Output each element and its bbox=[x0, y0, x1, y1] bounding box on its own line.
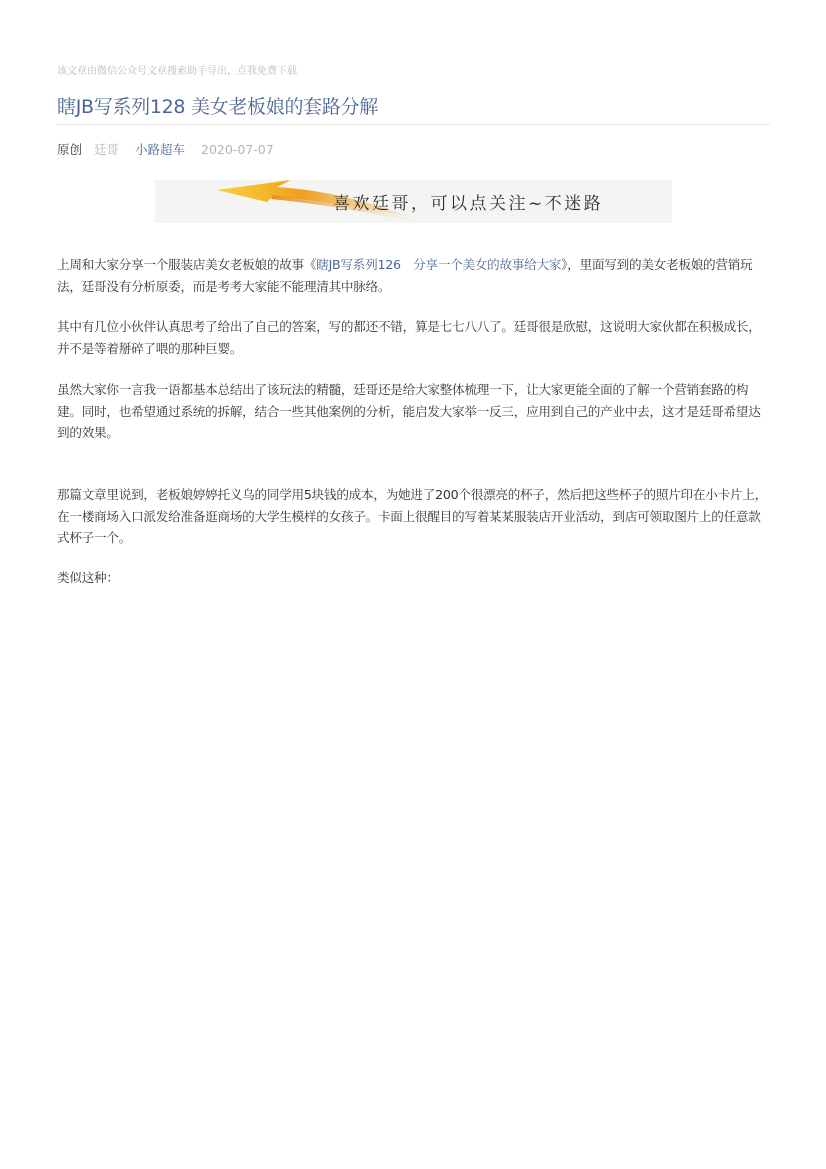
paragraph-1-start: 上周和大家分享一个服装店美女老板娘的故事《 bbox=[57, 257, 317, 272]
author-name: 廷哥 bbox=[94, 142, 120, 157]
paragraph-2: 其中有几位小伙伴认真思考了给出了自己的答案，写的都还不错，算是七七八八了。廷哥很是欣慰，这说明大家伙都在积极成长，并不是等着掰碎了喂的那种巨婴。 bbox=[57, 319, 761, 356]
article-title: 瞎JB写系列128 美女老板娘的套路分解 bbox=[57, 96, 378, 118]
publish-date: 2020-07-07 bbox=[201, 142, 274, 157]
paragraph-4: 那篇文章里说到，老板娘婷婷托义乌的同学用5块钱的成本，为她进了200个很漂亮的杯子，然后把这些杯子的照片印在小卡片上，在一楼商场入口派发给准备逛商场的大学生模样的女孩子。卡面上很醒目的写着某某服装店开业活动，到店可领取图片上的任意款式杯子一个。 bbox=[57, 487, 767, 545]
account-name-link[interactable]: 小路超车 bbox=[135, 142, 186, 157]
series-126-link[interactable]: 瞎JB写系列126 分享一个美女的故事给大家 bbox=[316, 257, 562, 272]
paragraph-5: 类似这种： bbox=[57, 570, 119, 585]
article-meta bbox=[57, 140, 274, 158]
export-notice-link[interactable]: 该文章由微信公众号文章搜索助手导出，点我免费下载 bbox=[57, 66, 297, 77]
paragraph-1 bbox=[57, 254, 770, 297]
banner-caption: 喜欢廷哥，可以点关注~不迷路 bbox=[333, 194, 604, 214]
original-label: 原创 bbox=[57, 142, 83, 157]
paragraph-3: 虽然大家你一言我一语都基本总结出了该玩法的精髓，廷哥还是给大家整体梳理一下，让大家更能全面的了解一个营销套路的构建。同时，也希望通过系统的拆解，结合一些其他案例的分析，能启发大家举一反三，应用到自己的产业中去，这才是廷哥希望达到的效果。 bbox=[57, 382, 761, 440]
follow-banner bbox=[155, 180, 672, 223]
title-divider bbox=[57, 124, 770, 125]
paragraph-1-end: 》，里面写到的美女老板娘的营销玩法，廷哥没有分析原委，而是考考大家能不能理清其中脉络。 bbox=[57, 257, 753, 294]
